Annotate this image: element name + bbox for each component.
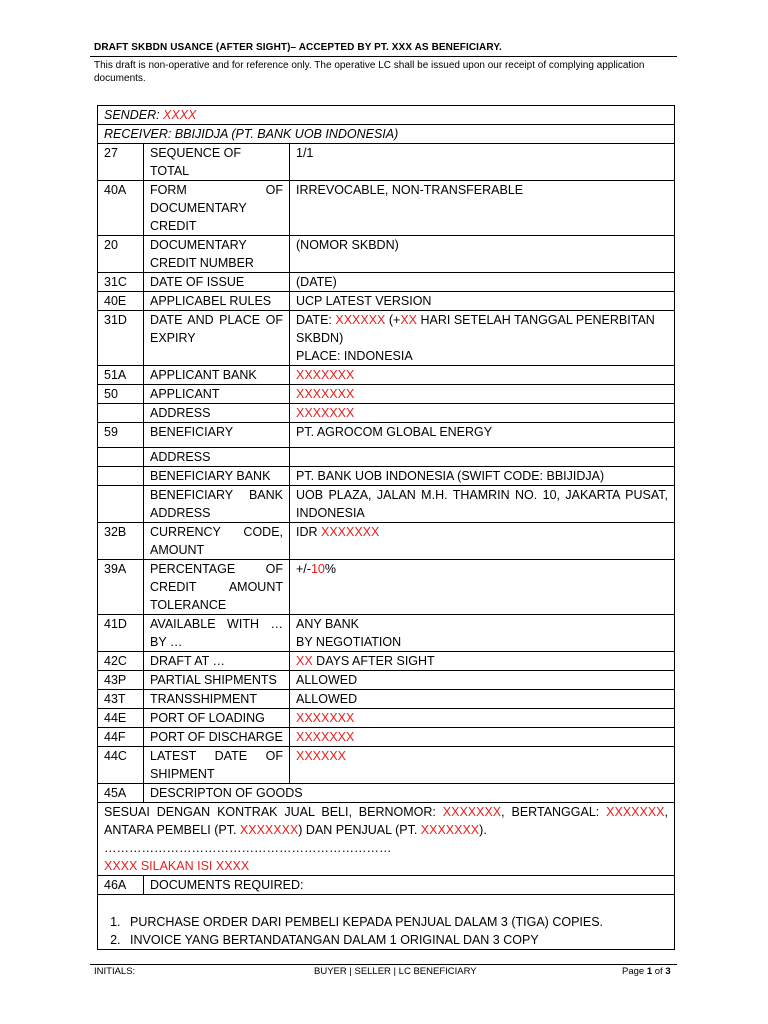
field-name: ADDRESS	[144, 404, 290, 423]
lc-draft-table	[97, 105, 675, 950]
field-value: UCP LATEST VERSION	[290, 292, 675, 311]
sender-label: SENDER:	[104, 108, 164, 122]
field-name: BENEFICIARY BANK ADDRESS	[144, 486, 290, 523]
list-item: 2. INVOICE YANG BERTANDATANGAN DALAM 1 ORIGINAL DAN 3 COPY	[124, 931, 668, 949]
table-row	[98, 448, 675, 467]
placeholder-days: XX	[400, 313, 418, 327]
field-value: UOB PLAZA, JALAN M.H. THAMRIN NO. 10, JAKARTA PUSAT, INDONESIA	[290, 486, 675, 523]
field-name: DATE OF ISSUE	[144, 273, 290, 292]
table-row	[98, 728, 675, 747]
field-value	[290, 448, 675, 467]
field-code: 50	[98, 385, 144, 404]
field-name: PERCENTAGE OF CREDIT AMOUNT TOLERANCE	[144, 560, 290, 615]
field-value: XXXXXXX	[290, 366, 675, 385]
placeholder-days: XX	[296, 654, 313, 668]
table-row	[98, 876, 675, 895]
footer-divider	[90, 964, 677, 965]
header-divider	[90, 56, 677, 57]
placeholder-contract-no: XXXXXXX	[442, 805, 502, 819]
table-row	[98, 423, 675, 448]
field-value: XXXXXXX	[290, 709, 675, 728]
field-code: 43T	[98, 690, 144, 709]
placeholder-tolerance: 10	[310, 562, 325, 576]
table-row	[98, 523, 675, 560]
field-code: 45A	[98, 784, 144, 803]
document-title: DRAFT SKBDN USANCE (AFTER SIGHT)– ACCEPTED BY PT. XXX AS BENEFICIARY.	[94, 42, 502, 53]
table-row	[98, 236, 675, 273]
placeholder-buyer: XXXXXXX	[239, 823, 299, 837]
table-row	[98, 311, 675, 366]
table-row	[98, 486, 675, 523]
field-name: DATE AND PLACE OF EXPIRY	[144, 311, 290, 366]
field-value: XXXXXXX	[290, 404, 675, 423]
field-value: ALLOWED	[290, 690, 675, 709]
field-name: LATEST DATE OF SHIPMENT	[144, 747, 290, 784]
field-code: 40A	[98, 181, 144, 236]
field-name: PORT OF DISCHARGE	[144, 728, 290, 747]
field-code	[98, 448, 144, 467]
field-value: PT. BANK UOB INDONESIA (SWIFT CODE: BBIJIDJA)	[290, 467, 675, 486]
goods-description: SESUAI DENGAN KONTRAK JUAL BELI, BERNOMOR: XXXXXXX, BERTANGGAL: XXXXXXX, ANTARA PEMBELI (PT. XXXXXXX) DAN PENJUAL (PT. XXXXXXX). …………………………………………………………… XXXX SILAKAN ISI XXXX	[98, 803, 675, 876]
field-name: AVAILABLE WITH … BY …	[144, 615, 290, 652]
table-row	[98, 366, 675, 385]
page-number: 1	[646, 966, 653, 977]
field-code: 31D	[98, 311, 144, 366]
receiver-row	[98, 125, 675, 144]
table-row	[98, 784, 675, 803]
field-name: APPLICABEL RULES	[144, 292, 290, 311]
sender-row	[98, 106, 675, 125]
field-code: 32B	[98, 523, 144, 560]
goods-description-row	[98, 803, 675, 876]
field-name: PORT OF LOADING	[144, 709, 290, 728]
field-name: BENEFICIARY	[144, 423, 290, 448]
field-name: CURRENCY CODE, AMOUNT	[144, 523, 290, 560]
table-row	[98, 292, 675, 311]
table-row	[98, 385, 675, 404]
field-value: IRREVOCABLE, NON-TRANSFERABLE	[290, 181, 675, 236]
field-value: PT. AGROCOM GLOBAL ENERGY	[290, 423, 675, 448]
field-value: XXXXXX	[290, 747, 675, 784]
page-indicator: Page 1 of 3	[622, 966, 671, 977]
field-code: 46A	[98, 876, 144, 895]
field-name: BENEFICIARY BANK	[144, 467, 290, 486]
field-code: 51A	[98, 366, 144, 385]
field-code: 39A	[98, 560, 144, 615]
field-code: 59	[98, 423, 144, 448]
footer-initials: INITIALS:	[94, 966, 136, 977]
field-code: 20	[98, 236, 144, 273]
field-value: ANY BANK BY NEGOTIATION	[290, 615, 675, 652]
field-name: SEQUENCE OF TOTAL	[144, 144, 290, 181]
page-total: 3	[665, 966, 671, 977]
list-item: 1. PURCHASE ORDER DARI PEMBELI KEPADA PENJUAL DALAM 3 (TIGA) COPIES.	[124, 913, 668, 931]
field-name: APPLICANT	[144, 385, 290, 404]
documents-list-row	[98, 895, 675, 950]
field-value: XXXXXXX	[290, 728, 675, 747]
table-row	[98, 181, 675, 236]
field-code: 31C	[98, 273, 144, 292]
field-value: (NOMOR SKBDN)	[290, 236, 675, 273]
table-row	[98, 690, 675, 709]
placeholder-date: XXXXXX	[335, 313, 386, 327]
field-code	[98, 486, 144, 523]
field-code: 43P	[98, 671, 144, 690]
placeholder-contract-date: XXXXXXX	[606, 805, 665, 819]
field-code: 44C	[98, 747, 144, 784]
placeholder-seller: XXXXXXX	[420, 823, 480, 837]
field-name: FORM OF DOCUMENTARY CREDIT	[144, 181, 290, 236]
table-row	[98, 652, 675, 671]
table-row	[98, 404, 675, 423]
field-value: +/-10%	[290, 560, 675, 615]
table-row	[98, 144, 675, 181]
table-row	[98, 615, 675, 652]
field-code: 40E	[98, 292, 144, 311]
footer-parties: BUYER | SELLER | LC BENEFICIARY	[314, 966, 477, 977]
table-row	[98, 560, 675, 615]
documents-list	[104, 913, 668, 949]
field-code: 42C	[98, 652, 144, 671]
field-value	[290, 311, 675, 366]
field-value: IDR XXXXXXX	[290, 523, 675, 560]
field-code: 44E	[98, 709, 144, 728]
field-code: 41D	[98, 615, 144, 652]
field-value: 1/1	[290, 144, 675, 181]
field-code: 44F	[98, 728, 144, 747]
field-name: DRAFT AT …	[144, 652, 290, 671]
table-row	[98, 747, 675, 784]
field-name: APPLICANT BANK	[144, 366, 290, 385]
table-row	[98, 273, 675, 292]
sender-value: XXXX	[163, 108, 197, 122]
field-name: TRANSSHIPMENT	[144, 690, 290, 709]
table-row	[98, 467, 675, 486]
dotted-fill-line: ……………………………………………………………	[104, 841, 392, 855]
expiry-place-line: PLACE: INDONESIA	[296, 349, 413, 363]
fill-instruction: XXXX SILAKAN ISI XXXX	[104, 859, 250, 873]
field-name: ADDRESS	[144, 448, 290, 467]
field-name: DESCRIPTON OF GOODS	[144, 784, 675, 803]
field-code	[98, 467, 144, 486]
field-name: PARTIAL SHIPMENTS	[144, 671, 290, 690]
receiver-text: RECEIVER: BBIJIDJA (PT. BANK UOB INDONESIA)	[98, 125, 675, 144]
table-row	[98, 671, 675, 690]
field-value: XX DAYS AFTER SIGHT	[290, 652, 675, 671]
table-row	[98, 709, 675, 728]
placeholder-amount: XXXXXXX	[321, 525, 380, 539]
field-name: DOCUMENTARY CREDIT NUMBER	[144, 236, 290, 273]
field-value: ALLOWED	[290, 671, 675, 690]
field-name: DOCUMENTS REQUIRED:	[144, 876, 675, 895]
field-value: XXXXXXX	[290, 385, 675, 404]
expiry-date-line: DATE: XXXXXX (+XX HARI SETELAH TANGGAL PENERBITAN SKBDN)	[296, 313, 655, 345]
field-code	[98, 404, 144, 423]
field-value: (DATE)	[290, 273, 675, 292]
disclaimer-note: This draft is non-operative and for reference only. The operative LC shall be issued upon our receipt of complying application documents.	[94, 60, 645, 84]
field-code: 27	[98, 144, 144, 181]
